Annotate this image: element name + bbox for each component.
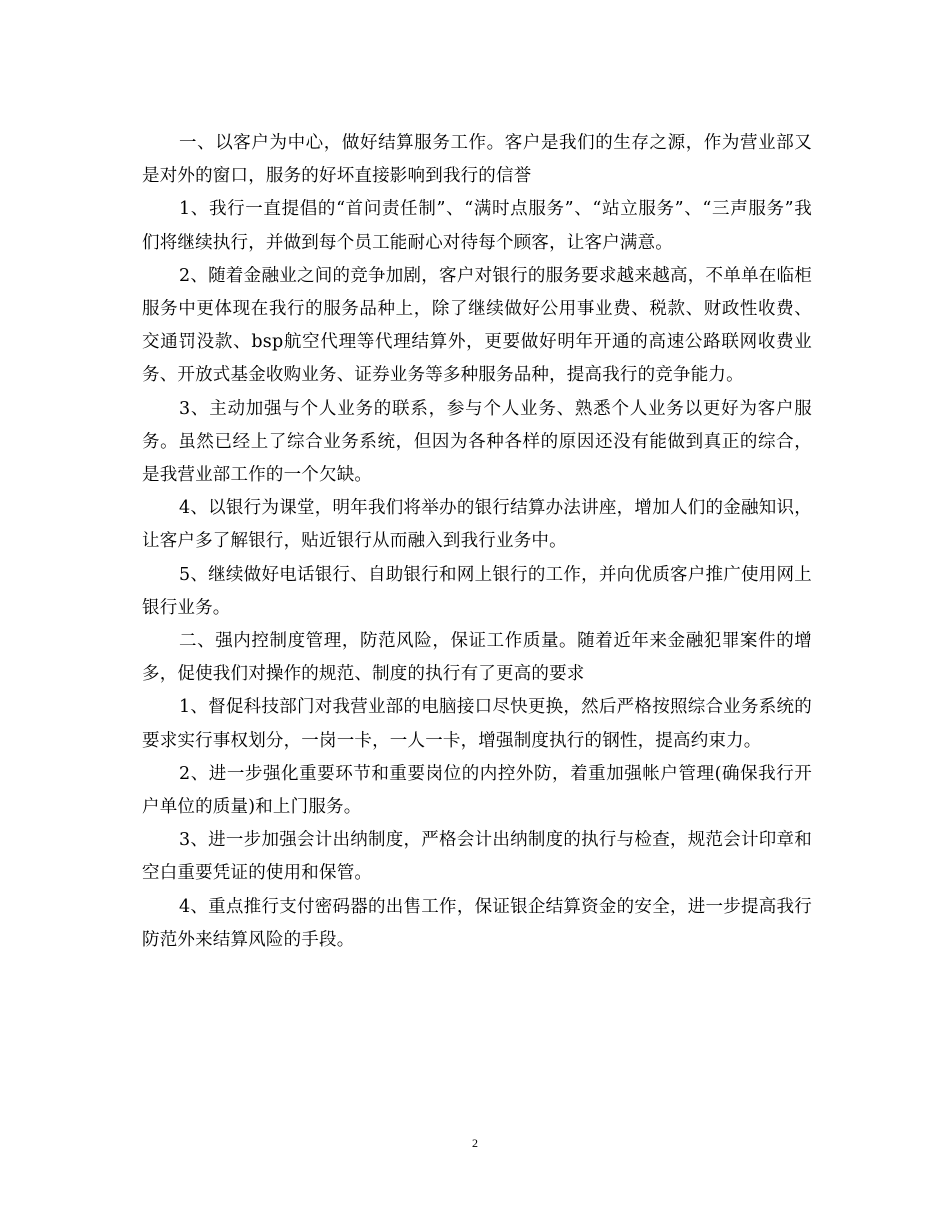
- paragraph-item-2-1: 1、督促科技部门对我营业部的电脑接口尽快更换，然后严格按照综合业务系统的要求实行事权划分，一岗一卡，一人一卡，增强制度执行的钢性，提高约束力。: [142, 697, 812, 751]
- paragraph-item-2-3: 3、进一步加强会计出纳制度，严格会计出纳制度的执行与检查，规范会计印章和空白重要凭证的使用和保管。: [142, 830, 812, 884]
- paragraph-item-1-3: 3、主动加强与个人业务的联系，参与个人业务、熟悉个人业务以更好为客户服务。虽然已经上了综合业务系统，但因为各种各样的原因还没有能做到真正的综合，是我营业部工作的一个欠缺。: [142, 398, 812, 486]
- paragraph-section-2-heading: 二、强内控制度管理，防范风险，保证工作质量。随着近年来金融犯罪案件的增多，促使我们对操作的规范、制度的执行有了更高的要求: [142, 631, 812, 685]
- paragraph-item-1-4: 4、以银行为课堂，明年我们将举办的银行结算办法讲座，增加人们的金融知识，让客户多了解银行，贴近银行从而融入到我行业务中。: [142, 498, 812, 552]
- document-body: [142, 127, 812, 957]
- paragraph-section-1-heading: 一、以客户为中心，做好结算服务工作。客户是我们的生存之源，作为营业部又是对外的窗口，服务的好坏直接影响到我行的信誉: [142, 133, 812, 187]
- page-number: 2: [472, 1136, 478, 1150]
- paragraph-item-2-4: 4、重点推行支付密码器的出售工作，保证银企结算资金的安全，进一步提高我行防范外来结算风险的手段。: [142, 896, 812, 950]
- paragraph-item-1-1: 1、我行一直提倡的“首问责任制”、“满时点服务”、“站立服务”、“三声服务”我们将继续执行，并做到每个员工能耐心对待每个顾客，让客户满意。: [142, 199, 812, 253]
- paragraph-item-1-5: 5、继续做好电话银行、自助银行和网上银行的工作，并向优质客户推广使用网上银行业务。: [142, 564, 812, 618]
- paragraph-item-2-2: 2、进一步强化重要环节和重要岗位的内控外防，着重加强帐户管理(确保我行开户单位的质量)和上门服务。: [142, 763, 812, 818]
- paragraph-item-1-2: 2、随着金融业之间的竞争加剧，客户对银行的服务要求越来越高，不单单在临柜服务中更体现在我行的服务品种上，除了继续做好公用事业费、税款、财政性收费、交通罚没款、bsp航空代理等代理结算外，更要做好明年开通的高速公路联网收费业务、开放式基金收购业务、证券业务等多种服务品种，提高我行的竞争能力。: [142, 265, 812, 386]
